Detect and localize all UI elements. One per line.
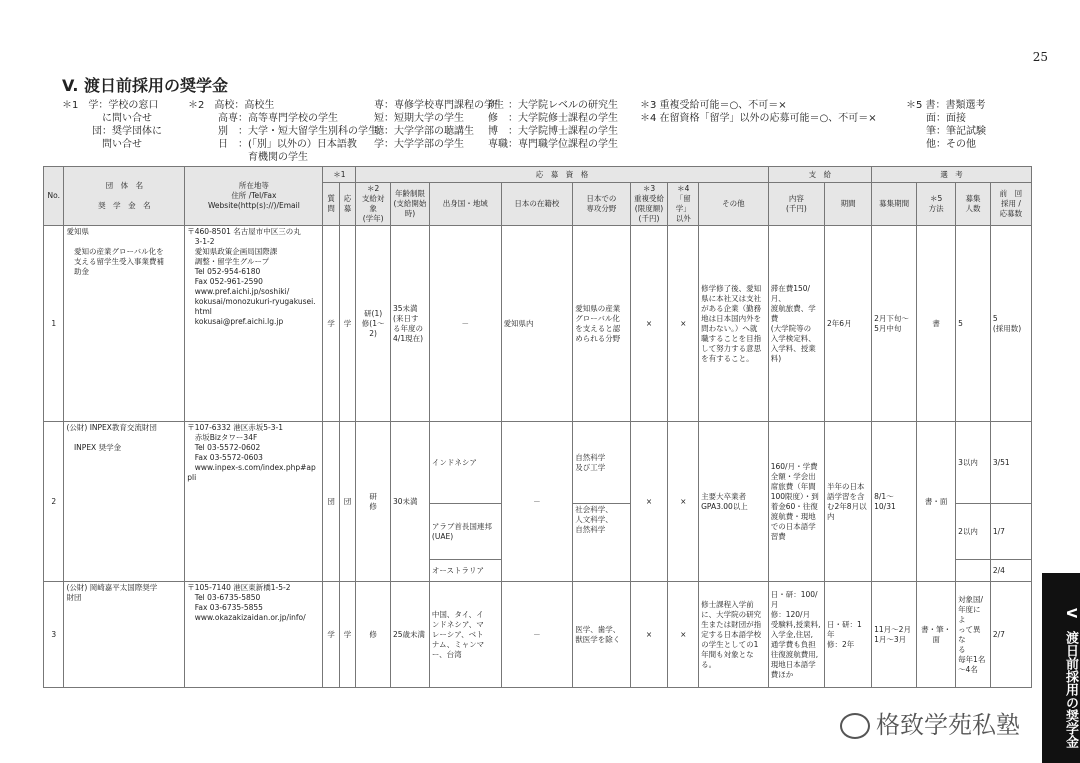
- apply-to: 学: [339, 582, 355, 688]
- header-age: 年齢制限 (支給開始時): [391, 183, 430, 226]
- recruit-count: [956, 560, 991, 582]
- payment-content: 日・研：100/ 月 修：120/月 受験料,授業料, 入学金,住居, 通学費も負担 往復渡航費用, 現地日本語学 費ほか: [768, 582, 824, 688]
- header-org: 団 体 名 奨 学 金 名: [64, 167, 185, 226]
- age-limit: 25歳未満: [391, 582, 430, 688]
- org-name: (公財) 岡崎嘉平太国際奨学 財団: [64, 582, 185, 688]
- apply-to: 団: [339, 422, 355, 582]
- org-address: 〒107-6332 港区赤坂5-3-1 赤坂Bizタワー34F Tel 03-5572-0602 Fax 03-5572-0603 www.inpex-s.com/index.php#appli: [185, 422, 323, 582]
- previous-ratio: 2/7: [990, 582, 1031, 688]
- header-apply: 応募: [339, 183, 355, 226]
- header-eligibility: 応 募 資 格: [356, 167, 769, 183]
- previous-ratio: 1/7: [990, 504, 1031, 560]
- non-student-visa: ×: [668, 226, 699, 422]
- table-row: [44, 226, 1032, 422]
- other-conditions: 主要大卒業者 GPA3.00以上: [699, 422, 769, 582]
- field: 医学、歯学、 獣医学を除く: [573, 582, 630, 688]
- row-no: 3: [44, 582, 64, 688]
- question-to: 学: [323, 582, 339, 688]
- method: 書: [917, 226, 956, 422]
- header-payment: 支 給: [768, 167, 871, 183]
- org-name: (公財) INPEX教育交流財団 INPEX 奨学金: [64, 422, 185, 582]
- watermark-text: 格致学苑私塾: [876, 711, 1020, 739]
- org-name: 愛知県 愛知の産業グローバル化を 支える留学生受入事業費補 助金: [64, 226, 185, 422]
- duplicate: ×: [630, 582, 668, 688]
- age-limit: 35未満 (来日す る年度の 4/1現在): [391, 226, 430, 422]
- field: 愛知県の産業 グローバル化 を支えると認 められる分野: [573, 226, 630, 422]
- previous-ratio: 5 (採用数): [990, 226, 1031, 422]
- apply-to: 学: [339, 226, 355, 422]
- school: 愛知県内: [501, 226, 573, 422]
- header-question: 質問: [323, 183, 339, 226]
- question-to: 学: [323, 226, 339, 422]
- row-no: 2: [44, 422, 64, 582]
- target-grade: 修: [356, 582, 391, 688]
- school: －: [501, 422, 573, 582]
- header-period: 期間: [825, 183, 872, 226]
- note-1: ＊1 学：学校の窓口 に問い合せ 団：奨学団体に 問い合せ: [62, 100, 162, 150]
- previous-ratio: 3/51: [990, 422, 1031, 504]
- note-3: 専：専修学校専門課程の学生 短：短期大学の学生 聴：大学学部の聴講生 学：大学学部の学生: [374, 100, 504, 150]
- non-student-visa: ×: [668, 422, 699, 582]
- field: 社会科学、 人文科学、 自然科学: [573, 504, 630, 582]
- method: 書・筆・ 面: [917, 582, 956, 688]
- header-target: ＊2 支給対象 (学年): [356, 183, 391, 226]
- method: 書・面: [917, 422, 956, 582]
- origin: オーストラリア: [429, 560, 501, 582]
- recruit-period: 2月下旬〜 5月中旬: [872, 226, 917, 422]
- wechat-icon: [840, 713, 870, 739]
- note-6: ＊5 書：書類選考 面：面接 筆：筆記試験 他：その他: [906, 100, 986, 150]
- header-method: ＊5 方法: [917, 183, 956, 226]
- school: －: [501, 582, 573, 688]
- header-other: その他: [699, 183, 769, 226]
- payment-content: 滞在費150/月、 渡航旅費、学費 (大学院等の 入学検定料、 入学料、授業 料): [768, 226, 824, 422]
- header-duplicate: ＊3 重複受給 (限度額) (千円): [630, 183, 668, 226]
- recruit-count: 対象国/ 年度によ って異な る 毎年1名 〜4名: [956, 582, 991, 688]
- recruit-count: 5: [956, 226, 991, 422]
- origin: 中国、タイ、イ ンドネシア、マ レーシア、ベト ナム、ミャンマ ー、台湾: [429, 582, 501, 688]
- header-star1: ＊1: [323, 167, 356, 183]
- note-2: ＊2 高校：高校生 高専：高等専門学校の学生 別 ：大学・短大留学生別科の学生 日 ：(「別」以外の）日本語教 育機関の学生: [188, 100, 378, 163]
- payment-period: 半年の日本 語学習を含 む2年8月以 内: [825, 422, 872, 582]
- header-no: No.: [44, 167, 64, 226]
- non-student-visa: ×: [668, 582, 699, 688]
- org-address: 〒460-8501 名古屋市中区三の丸 3-1-2 愛知県政策企画局国際課 調整・留学生グループ Tel 052-954-6180 Fax 052-961-2590 www.pref.aichi.jp/soshiki/ kokusai/monozukuri-ryugakusei. html kokusai@pref.aichi.lg.jp: [185, 226, 323, 422]
- header-address: 所在地等 住所 /Tel/Fax Website(http(s)://)/Email: [185, 167, 323, 226]
- recruit-period: 8/1〜 10/31: [872, 422, 917, 582]
- other-conditions: 修学修了後、愛知 県に本社又は支社 がある企業（勤務 地は日本国内外を 問わない。）へ就 職することを目指 して努力する意思 を有すること。: [699, 226, 769, 422]
- recruit-count: 3以内: [956, 422, 991, 504]
- target-grade: 研 修: [356, 422, 391, 582]
- origin: －: [429, 226, 501, 422]
- chapter-side-tab: V 渡日前採用の奨学金: [1042, 573, 1080, 763]
- duplicate: ×: [630, 422, 668, 582]
- header-visa: ＊4 「留学」 以外: [668, 183, 699, 226]
- header-count: 募集 人数: [956, 183, 991, 226]
- scholarship-table: [43, 166, 1032, 688]
- recruit-period: 11月〜2月 1月〜3月: [872, 582, 917, 688]
- origin: アラブ首長国連邦 (UAE): [429, 504, 501, 560]
- other-conditions: 修士課程入学前 に、大学院の研究 生または財団が指 定する日本語学校 の学生としての1 年間も対象とな る。: [699, 582, 769, 688]
- header-recruit-period: 募集期間: [872, 183, 917, 226]
- previous-ratio: 2/4: [990, 560, 1031, 582]
- recruit-count: 2以内: [956, 504, 991, 560]
- header-previous: 前 回 採用 / 応募数: [990, 183, 1031, 226]
- header-origin: 出身国・地域: [429, 183, 501, 226]
- header-school: 日本の在籍校: [501, 183, 573, 226]
- table-row: [44, 582, 1032, 688]
- payment-period: 2年6月: [825, 226, 872, 422]
- page-title: V. 渡日前採用の奨学金: [62, 76, 228, 95]
- note-5: ＊3 重複受給可能＝○、不可＝× ＊4 在留資格「留学」以外の応募可能＝○、不可＝×: [640, 100, 877, 124]
- org-address: 〒105-7140 港区東新橋1-5-2 Tel 03-6735-5850 Fax 03-6735-5855 www.okazakizaidan.or.jp/info/: [185, 582, 323, 688]
- payment-content: 160/月・学費 全額・学会出 席旅費（年間 100限度）・到 着金60・往復 渡航費・現地 での日本語学 習費: [768, 422, 824, 582]
- row-no: 1: [44, 226, 64, 422]
- header-content: 内容 (千円): [768, 183, 824, 226]
- field: 自然科学 及び工学: [573, 422, 630, 504]
- origin: インドネシア: [429, 422, 501, 504]
- header-field: 日本での 専攻分野: [573, 183, 630, 226]
- page-number: 25: [1032, 50, 1048, 64]
- question-to: 団: [323, 422, 339, 582]
- note-4: 研 ：大学院レベルの研究生 修 ：大学院修士課程の学生 博 ：大学院博士課程の学生 専職：専門職学位課程の学生: [488, 100, 618, 150]
- table-row: [44, 422, 1032, 504]
- target-grade: 研(1) 修(1〜2): [356, 226, 391, 422]
- header-selection: 選 考: [872, 167, 1032, 183]
- age-limit: 30未満: [391, 422, 430, 582]
- duplicate: ×: [630, 226, 668, 422]
- payment-period: 日・研：1 年 修：2年: [825, 582, 872, 688]
- watermark: [840, 705, 1020, 740]
